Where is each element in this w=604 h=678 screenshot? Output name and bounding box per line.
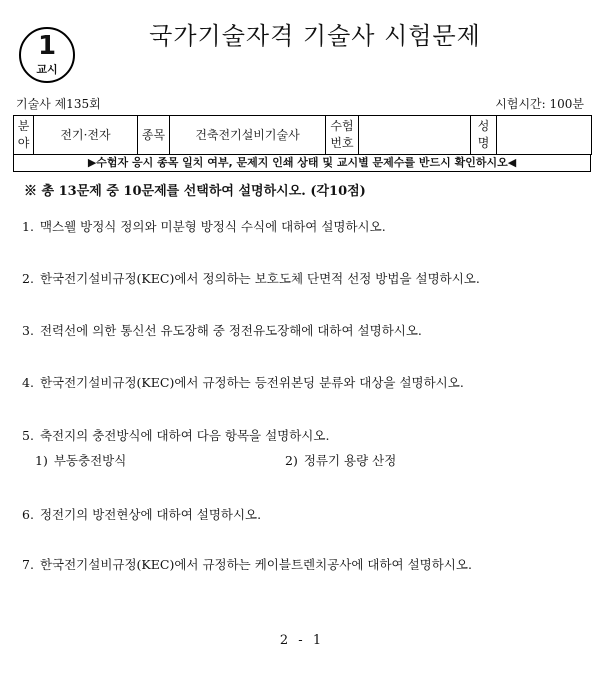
- sub-item: [35, 452, 126, 470]
- question-text: 맥스웰 방정식 정의와 미분형 방정식 수식에 대하여 설명하시오.: [39, 219, 386, 234]
- period-number: 1: [37, 31, 57, 61]
- sub-item-number: 2): [285, 453, 298, 468]
- question-text: 한국전기설비규정(KEC)에서 정의하는 보호도체 단면적 선정 방법을 설명하시오.: [39, 271, 480, 286]
- sub-item-text: 정류기 용량 산정: [303, 453, 397, 468]
- exam-number-label: 수험 번호: [326, 116, 359, 155]
- sub-item-number: 1): [35, 453, 48, 468]
- question-item: [22, 506, 261, 524]
- question-number: 1.: [22, 219, 34, 234]
- question-item: [22, 374, 464, 392]
- notice-banner: ▶수험자 응시 종목 일치 여부, 문제지 인쇄 상태 및 교시별 문제수를 반드시 확인하시오◀: [13, 155, 591, 172]
- exam-session: 기술사 제135회: [16, 97, 101, 111]
- period-badge: [19, 27, 75, 83]
- question-number: 4.: [22, 375, 34, 390]
- question-number: 6.: [22, 507, 34, 522]
- question-item: [22, 556, 472, 574]
- question-item: [22, 322, 422, 340]
- name-label: 성 명: [471, 116, 497, 155]
- field-label: 분 야: [14, 116, 34, 155]
- question-number: 7.: [22, 557, 34, 572]
- category-label: 종목: [138, 116, 170, 155]
- question-number: 3.: [22, 323, 34, 338]
- sub-item-text: 부동충전방식: [53, 453, 127, 468]
- exam-duration: 시험시간: 100분: [495, 97, 584, 111]
- name-field[interactable]: [497, 116, 592, 155]
- question-item: [22, 218, 386, 236]
- period-label: 교시: [36, 63, 58, 76]
- question-text: 한국전기설비규정(KEC)에서 규정하는 케이블트렌치공사에 대하여 설명하시오.: [39, 557, 472, 572]
- question-text: 정전기의 방전현상에 대하여 설명하시오.: [39, 507, 262, 522]
- question-number: 5.: [22, 428, 34, 443]
- question-text: 한국전기설비규정(KEC)에서 규정하는 등전위본딩 분류와 대상을 설명하시오.: [39, 375, 464, 390]
- field-value: 전기·전자: [34, 116, 138, 155]
- page-number: 2 - 1: [279, 633, 325, 648]
- question-text: 축전지의 충전방식에 대하여 다음 항목을 설명하시오.: [39, 428, 330, 443]
- exam-number-field[interactable]: [359, 116, 471, 155]
- sub-item: [285, 452, 396, 470]
- question-item: [22, 270, 480, 288]
- question-text: 전력선에 의한 통신선 유도장해 중 정전유도장해에 대하여 설명하시오.: [39, 323, 422, 338]
- category-value: 건축전기설비기술사: [170, 116, 326, 155]
- page-title: 국가기술자격 기술사 시험문제: [149, 22, 481, 50]
- exam-info-table: [13, 115, 592, 155]
- question-number: 2.: [22, 271, 34, 286]
- question-item: [22, 427, 329, 445]
- instruction: ※ 총 13문제 중 10문제를 선택하여 설명하시오. (각10점): [24, 184, 366, 199]
